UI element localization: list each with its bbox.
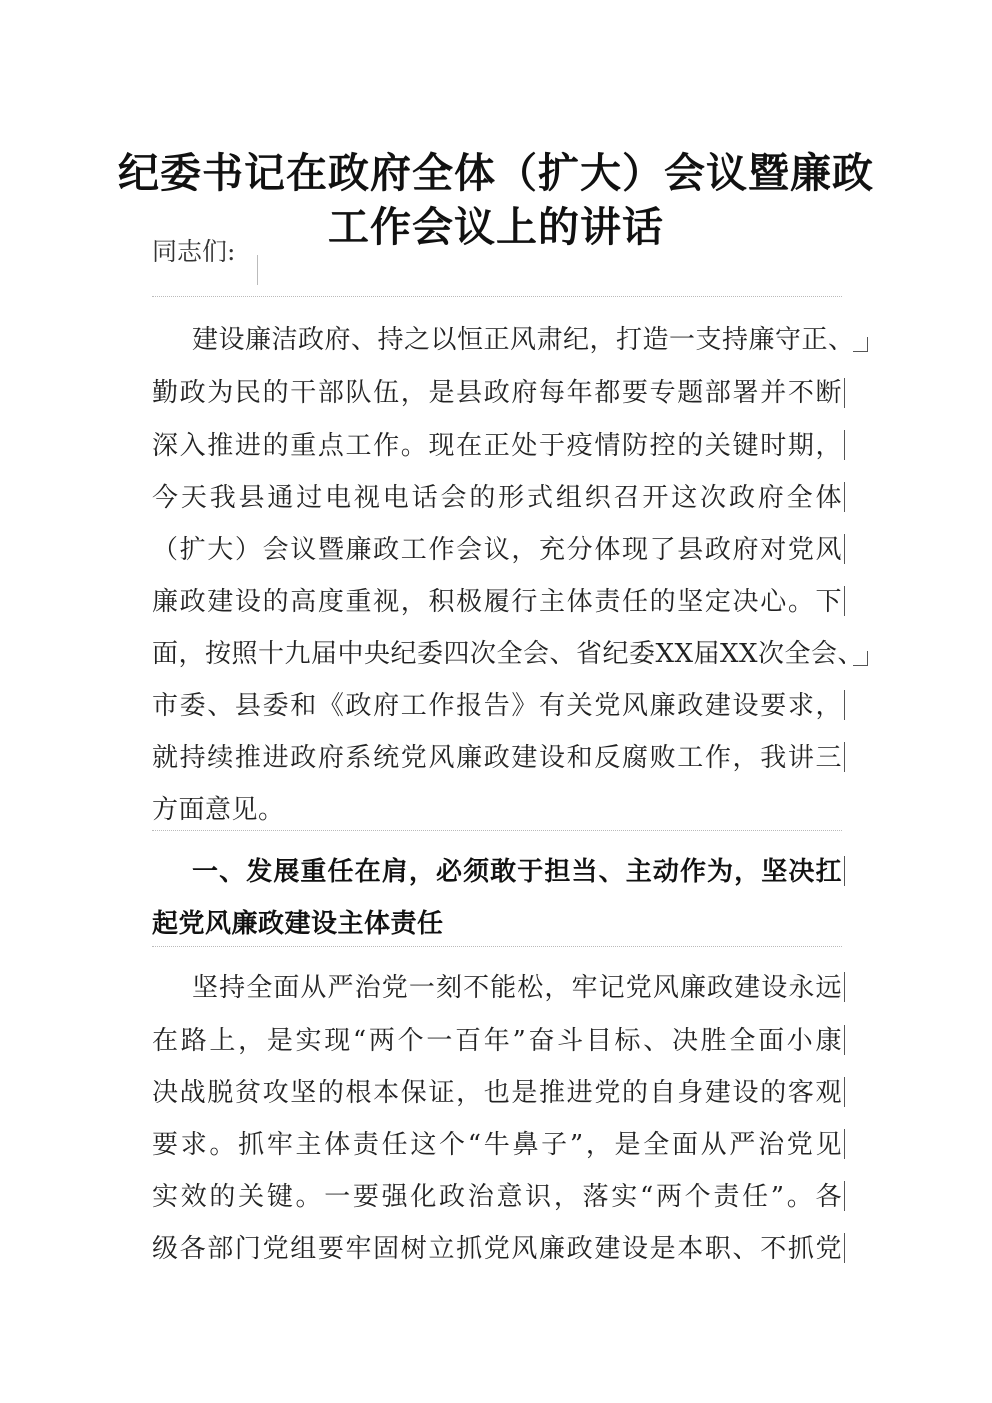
line-end-mark xyxy=(844,1233,845,1263)
section-heading-line: 一、发展重任在肩，必须敢于担当、主动作为，坚决扛 xyxy=(192,857,842,887)
paragraph1-line: 勤政为民的干部队伍，是县政府每年都要专题部署并不断 xyxy=(152,378,842,408)
paragraph1-line: 就持续推进政府系统党风廉政建设和反腐败工作，我讲三 xyxy=(152,743,842,773)
line-end-mark xyxy=(844,1077,845,1107)
paragraph2-line: 在路上，是实现“两个一百年”奋斗目标、决胜全面小康 xyxy=(152,1026,842,1056)
paragraph2-line: 要求。抓牢主体责任这个“牛鼻子”，是全面从严治党见 xyxy=(152,1130,842,1160)
paragraph1-line: 市委、县委和《政府工作报告》有关党风廉政建设要求， xyxy=(152,691,842,721)
line-end-mark xyxy=(844,534,845,564)
document-title-line-2: 工作会议上的讲话 xyxy=(328,203,664,251)
document-title-line-1: 纪委书记在政府全体（扩大）会议暨廉政 xyxy=(118,149,874,197)
line-end-mark xyxy=(844,972,845,1002)
greeting: 同志们: xyxy=(152,237,236,266)
line-end-mark xyxy=(844,378,845,408)
line-end-mark xyxy=(844,482,845,512)
paragraph1-line: 建设廉洁政府、持之以恒正风肃纪，打造一支持廉守正、 xyxy=(192,325,855,355)
line-end-mark xyxy=(844,586,845,616)
line-end-mark xyxy=(844,856,845,886)
paragraph1-line: 深入推进的重点工作。现在正处于疫情防控的关键时期， xyxy=(152,431,842,461)
paragraph-separator xyxy=(152,830,842,831)
paragraph2-line: 坚持全面从严治党一刻不能松，牢记党风廉政建设永远 xyxy=(192,973,842,1003)
paragraph1-line: 方面意见。 xyxy=(152,795,285,825)
paragraph2-line: 决战脱贫攻坚的根本保证，也是推进党的自身建设的客观 xyxy=(152,1078,842,1108)
paragraph1-line: 面，按照十九届中央纪委四次全会、省纪委XX届XX次全会、 xyxy=(152,639,865,669)
line-end-mark xyxy=(844,430,845,460)
paragraph-separator xyxy=(152,296,842,297)
paragraph-separator xyxy=(152,946,842,947)
line-end-mark xyxy=(844,1181,845,1211)
line-end-mark xyxy=(853,651,868,666)
paragraph1-line: 廉政建设的高度重视，积极履行主体责任的坚定决心。下 xyxy=(152,587,842,617)
line-end-mark xyxy=(844,1129,845,1159)
line-end-mark xyxy=(844,1025,845,1055)
cursor-mark xyxy=(257,255,258,285)
line-end-mark xyxy=(844,742,845,772)
paragraph2-line: 实效的关键。一要强化政治意识，落实“两个责任”。各 xyxy=(152,1182,842,1212)
paragraph2-line: 级各部门党组要牢固树立抓党风廉政建设是本职、不抓党 xyxy=(152,1234,842,1264)
section-heading-line: 起党风廉政建设主体责任 xyxy=(152,909,444,939)
paragraph1-line: （扩大）会议暨廉政工作会议，充分体现了县政府对党风 xyxy=(152,535,842,565)
paragraph1-line: 今天我县通过电视电话会的形式组织召开这次政府全体 xyxy=(152,483,842,513)
line-end-mark xyxy=(844,690,845,720)
line-end-mark xyxy=(853,337,868,352)
